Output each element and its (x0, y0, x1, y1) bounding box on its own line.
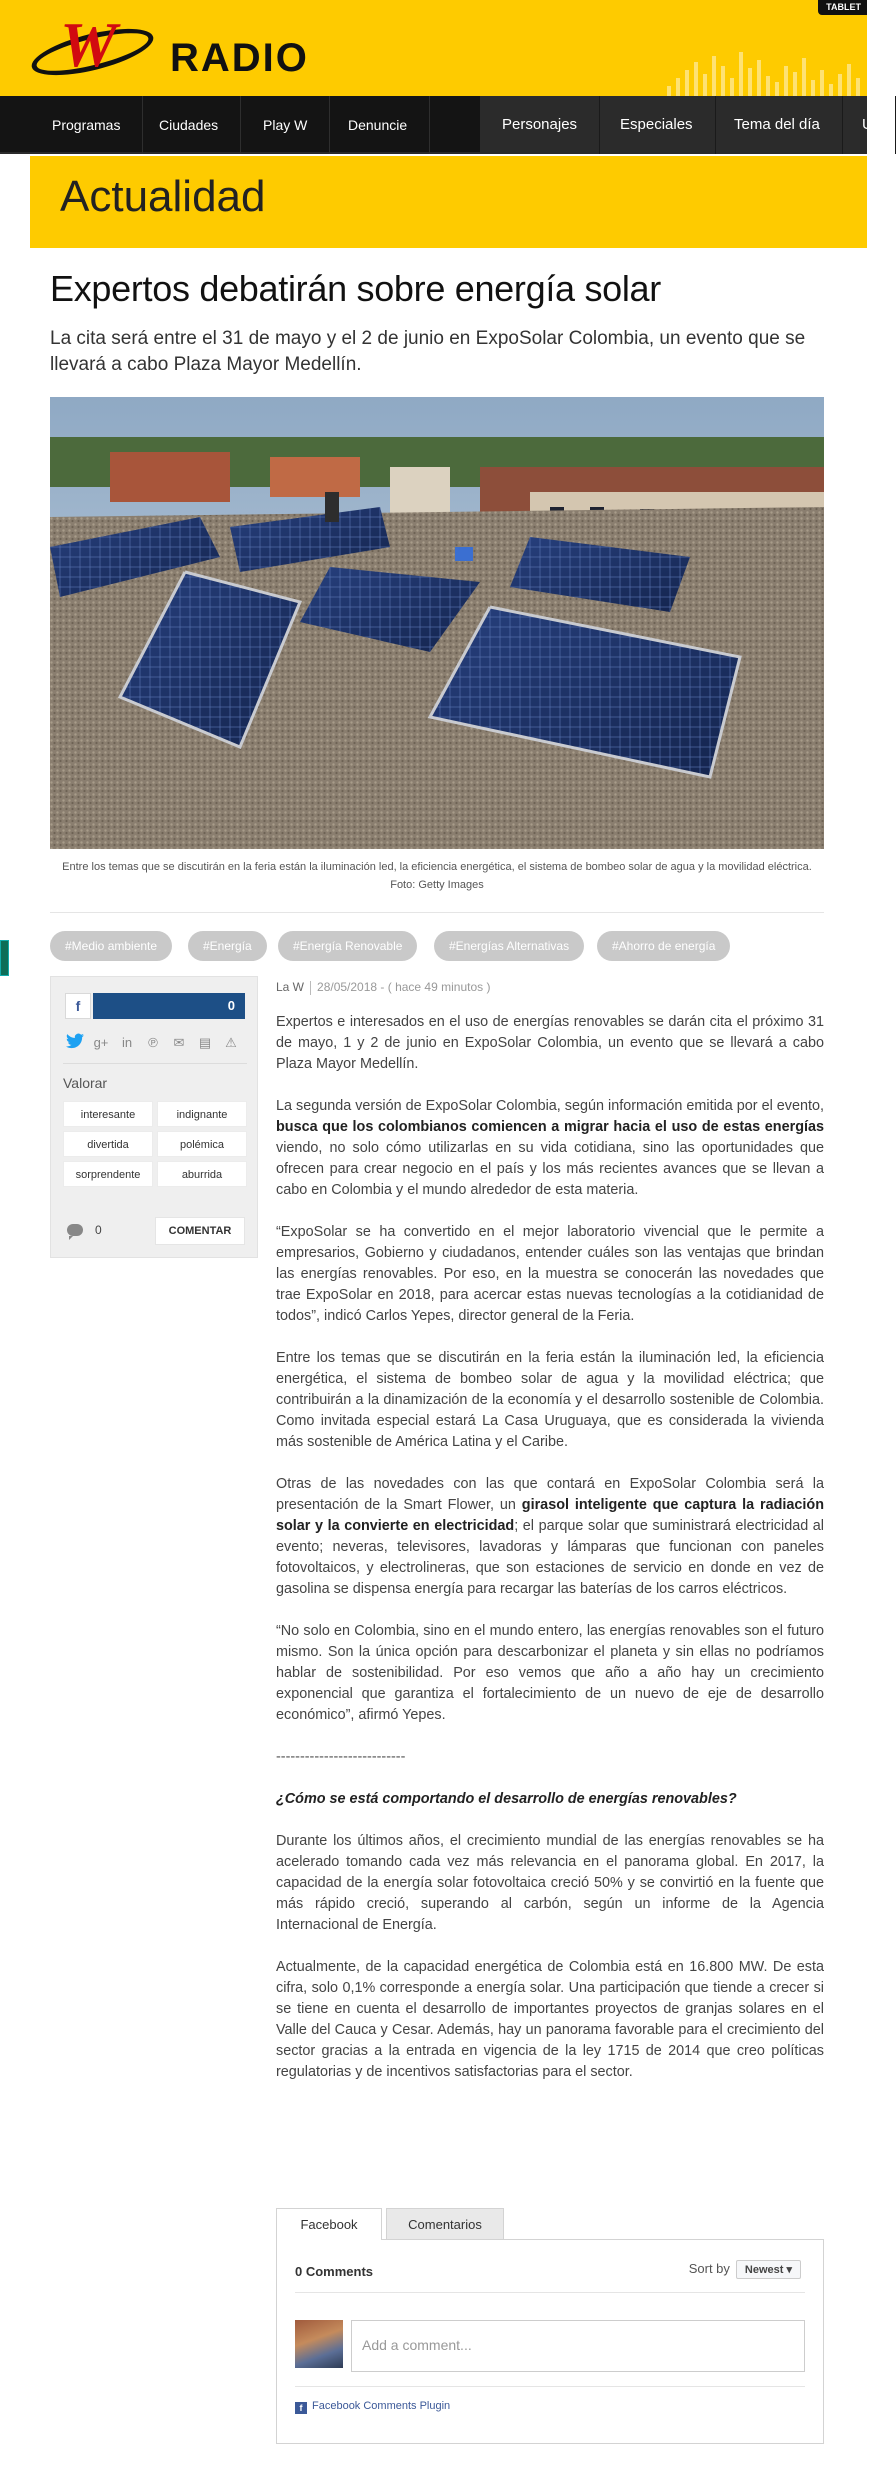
vote-divertida[interactable]: divertida (63, 1131, 153, 1157)
comments-count: 0 (95, 1223, 102, 1237)
nav-tema-del-dia[interactable]: Tema del día (712, 96, 843, 154)
nav-more[interactable]: U (840, 96, 896, 154)
google-plus-icon[interactable]: g+ (93, 1035, 109, 1050)
facebook-share-count[interactable]: 0 (93, 993, 245, 1019)
nav-play-w[interactable]: Play W (241, 96, 330, 154)
nav-denuncie[interactable]: Denuncie (326, 96, 430, 154)
tag-medio-ambiente[interactable]: #Medio ambiente (50, 931, 172, 961)
article-headline: Expertos debatirán sobre energía solar (50, 268, 661, 309)
share-icons-row (65, 1033, 245, 1057)
paragraph (276, 1474, 824, 1600)
nav-personajes[interactable]: Personajes (480, 96, 600, 154)
text-divider: --------------------------- (276, 1749, 406, 1765)
section-title[interactable]: Actualidad (60, 172, 266, 221)
plugin-label[interactable]: Facebook Comments Plugin (312, 2400, 451, 2412)
equalizer-bar (784, 66, 788, 96)
comment-input[interactable]: Add a comment... (351, 2320, 805, 2372)
comments-panel (276, 2239, 824, 2444)
comment-bubble-icon (67, 1224, 83, 1236)
divider (50, 912, 824, 913)
article-date: 28/05/2018 - ( hace 49 minutos ) (317, 980, 491, 994)
nav-ciudades[interactable]: Ciudades (137, 96, 241, 154)
facebook-share[interactable] (65, 993, 245, 1019)
equalizer-bar (757, 60, 761, 96)
nav-right-group (480, 96, 873, 154)
equalizer-bar (838, 74, 842, 96)
equalizer-bar (748, 68, 752, 96)
paragraph: “No solo en Colombia, sino en el mundo entero, las energías renovables son el futuro mismo. Son la única opción para descarbonizar el planeta y sin ellas no podríamos hablar de sostenibilidad. Por eso vemos que año a año hay un crecimiento exponencial que garantiza el fortalecimiento de un nuevo de eje de desarrollo económico”, afirmó Yepes. (276, 1623, 824, 1723)
vote-indignante[interactable]: indignante (157, 1101, 247, 1127)
solar-rooftop-illustration (50, 397, 824, 849)
equalizer-bar (676, 78, 680, 96)
facebook-plugin-link[interactable] (295, 2400, 450, 2414)
paragraph: Durante los últimos años, el crecimiento mundial de las energías renovables se ha acelerado tomando cada vez más relevancia en el panorama global. En 2017, la capacidad de la energía solar fotovoltaica creció 50% y se convirtió en la fuente que más rápido creció, superando al carbón, según un informe de la Agencia Internacional de Energía. (276, 1833, 824, 1933)
nav-programas[interactable]: Programas (30, 96, 143, 154)
sort-control (689, 2260, 801, 2279)
share-sidebar (50, 976, 258, 1258)
image-caption: Entre los temas que se discutirán en la feria están la iluminación led, la eficiencia energética, el sistema de bombeo solar de agua y la movilidad eléctrica. Foto: Getty Images (62, 861, 812, 891)
equalizer-bar (667, 86, 671, 96)
tab-comentarios[interactable]: Comentarios (386, 2208, 504, 2240)
paragraph (276, 1096, 824, 1201)
equalizer-bar (730, 78, 734, 96)
tag-energia-renovable[interactable]: #Energía Renovable (278, 931, 417, 961)
vote-aburrida[interactable]: aburrida (157, 1161, 247, 1187)
tag-energias-alternativas[interactable]: #Energías Alternativas (434, 931, 584, 961)
paragraph-text: viendo, no solo cómo utilizarlas en su vida cotidiana, sino las oportunidades que ofrecen para crear negocio en el país y los más recientes avances que se llevan a cabo en Colombia y el mundo alrededor de esta materia. (276, 1140, 824, 1198)
site-header (0, 0, 867, 96)
paragraph: Actualmente, de la capacidad energética de Colombia está en 16.800 MW. De esta cifra, solo 0,1% corresponde a energía solar. Una participación que tiende a crecer si se tiene en cuenta el desarrollo de importantes proyectos de granjas solares en el Valle del Cauca y Cesar. Además, hay un panorama favorable para el crecimiento del sector gracias a la entrada en vigencia de la ley 1715 de 2014 que creo políticas regulatorias y de incentivos satisfactorias para el sector. (276, 1959, 824, 2080)
equalizer-decoration (667, 50, 867, 96)
equalizer-bar (811, 80, 815, 96)
paragraph-bold: busca que los colombianos comiencen a migrar hacia el uso de estas energías (276, 1119, 824, 1135)
equalizer-bar (847, 64, 851, 96)
equalizer-bar (856, 78, 860, 96)
paragraph-text: ; el parque solar que suministrará electricidad al evento; neveras, televisores, lavadoras y lámparas que funcionan con paneles fotovoltaicos, y electrolineras, que son estaciones de servicio en donde en vez de gasolina se dispensa energía para recargar las baterías de los carros eléctricos. (276, 1518, 825, 1597)
tag-ahorro-de-energia[interactable]: #Ahorro de energía (597, 931, 730, 961)
email-icon[interactable]: ✉ (173, 1035, 185, 1050)
facebook-icon[interactable]: f (65, 993, 91, 1019)
print-icon[interactable]: ▤ (198, 1035, 212, 1050)
divider (63, 1063, 247, 1064)
linkedin-icon[interactable]: in (121, 1035, 133, 1050)
article-subhead: La cita será entre el 31 de mayo y el 2 de junio en ExpoSolar Colombia, un evento que se llevará a cabo Plaza Mayor Medellín. (50, 328, 806, 375)
equalizer-bar (793, 72, 797, 96)
paragraph-bold: girasol inteligente que captura la radiación solar y la convierte en electricidad (276, 1497, 824, 1534)
tablet-badge[interactable]: TABLET (818, 0, 867, 15)
equalizer-bar (775, 82, 779, 96)
divider (295, 2386, 805, 2387)
paragraph-text: Otras de las novedades con las que contará en ExpoSolar Colombia será la presentación de la Smart Flower, un (276, 1476, 824, 1513)
facebook-comments-widget (276, 2208, 824, 2444)
sort-label: Sort by (688, 2261, 730, 2276)
vote-interesante[interactable]: interesante (63, 1101, 153, 1127)
equalizer-bar (721, 66, 725, 96)
tab-facebook[interactable]: Facebook (276, 2208, 382, 2240)
equalizer-bar (802, 58, 806, 96)
vote-sorprendente[interactable]: sorprendente (63, 1161, 153, 1187)
pinterest-icon[interactable]: ℗ (148, 1035, 158, 1050)
section-question: ¿Cómo se está comportando el desarrollo de energías renovables? (276, 1791, 737, 1807)
article-author[interactable]: La W (276, 980, 305, 994)
tag-energia[interactable]: #Energía (188, 931, 267, 961)
equalizer-bar (694, 62, 698, 96)
meta-separator (310, 981, 311, 995)
equalizer-bar (766, 76, 770, 96)
paragraph: Expertos e interesados en el uso de energías renovables se darán cita el próximo 31 de mayo, 1 y 2 de junio en ExpoSolar Colombia, un evento que se llevará a cabo Plaza Mayor Medellín. (276, 1014, 824, 1072)
paragraph: “ExpoSolar se ha convertido en el mejor laboratorio vivencial que le permite a empresarios, Gobierno y ciudadanos, entender cuáles son las ventajas que brindan las energías renovables. Por eso, en la muestra se conocerán las novedades que trae ExpoSolar en 2018, para acercar estas nuevas tecnologías a la cotidianidad de todos”, indicó Carlos Yepes, director general de la Feria. (276, 1224, 824, 1324)
divider (295, 2292, 805, 2293)
equalizer-bar (712, 56, 716, 96)
avatar (295, 2320, 343, 2368)
equalizer-bar (685, 70, 689, 96)
equalizer-bar (829, 84, 833, 96)
equalizer-bar (739, 52, 743, 96)
equalizer-bar (820, 70, 824, 96)
logo-radio-text: RADIO (170, 36, 309, 80)
sort-select[interactable]: Newest ▾ (736, 2260, 801, 2279)
side-ad-tab[interactable] (0, 940, 9, 976)
facebook-icon: f (295, 2402, 307, 2414)
main-nav (0, 96, 873, 154)
vote-polemica[interactable]: polémica (157, 1131, 247, 1157)
section-band (30, 156, 867, 248)
article-meta (276, 980, 490, 995)
paragraph-text: La segunda versión de ExpoSolar Colombia, según información emitida por el evento, (276, 1098, 824, 1114)
valorar-label: Valorar (63, 1075, 108, 1091)
comments-count-label: 0 Comments (295, 2264, 374, 2279)
paragraph: Entre los temas que se discutirán en la feria están la iluminación led, la eficiencia energética, el sistema de bombeo solar de agua y la movilidad eléctrica; que contribuirán a la dinamización de la economía y el desarrollo sostenible de Colombia. Como invitada especial estará La Casa Uruguaya, que es considerada la vivienda más sostenible de América Latina y el Caribe. (276, 1350, 824, 1450)
equalizer-bar (703, 74, 707, 96)
comments-row (63, 1217, 247, 1245)
alert-icon[interactable]: ⚠ (225, 1035, 237, 1050)
twitter-icon[interactable] (65, 1033, 85, 1053)
nav-especiales[interactable]: Especiales (598, 96, 716, 154)
article-body (276, 1012, 824, 2104)
hero-image-solar-panels (50, 397, 824, 849)
logo-w-letter: W (60, 9, 113, 80)
w-radio-logo[interactable] (30, 6, 350, 86)
comentar-button[interactable]: COMENTAR (155, 1217, 245, 1245)
